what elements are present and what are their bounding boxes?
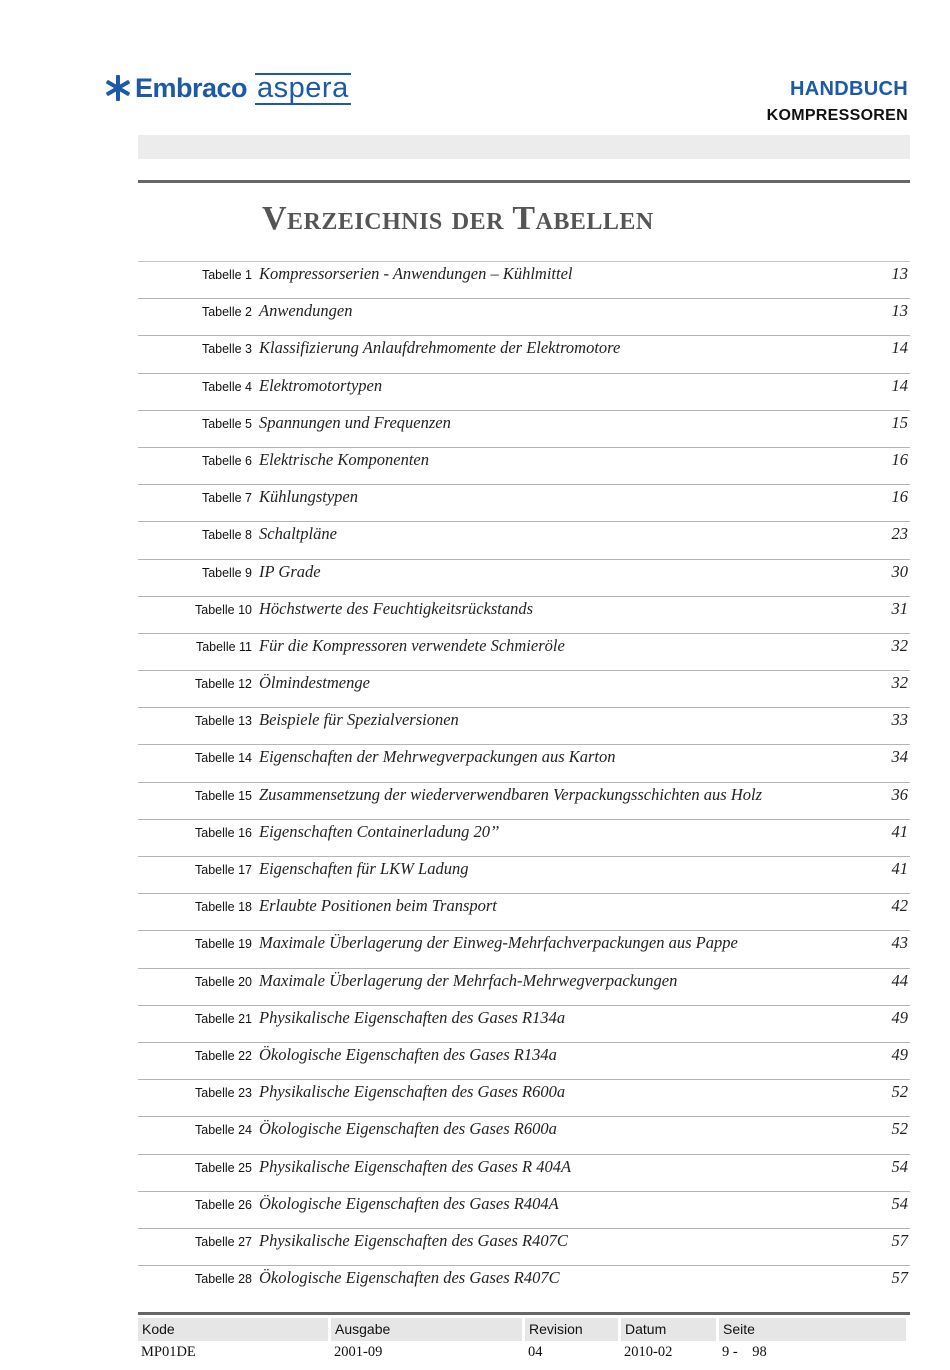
toc-entry[interactable]	[138, 1191, 910, 1228]
toc-entry-label: Tabelle 10	[195, 602, 252, 617]
toc-entry[interactable]	[138, 410, 910, 447]
toc-entry-title[interactable]: IP Grade	[259, 561, 321, 581]
snowflake-logo-icon	[104, 74, 132, 102]
toc-entry-title[interactable]: Maximale Überlagerung der Mehrfach-Mehrwegverpackungen	[259, 970, 678, 990]
document-footer	[138, 1312, 910, 1363]
footer-divider	[138, 1312, 910, 1315]
toc-entry-page[interactable]: 16	[891, 487, 908, 507]
toc-entry-title[interactable]: Ökologische Eigenschaften des Gases R134a	[259, 1044, 557, 1064]
company-logo	[104, 68, 351, 108]
toc-entry-label: Tabelle 5	[201, 416, 252, 431]
toc-entry-label: Tabelle 26	[195, 1197, 252, 1212]
toc-entry-title[interactable]: Kompressorserien - Anwendungen – Kühlmittel	[259, 264, 573, 283]
footer-value-ausgabe: 2001-09	[334, 1344, 383, 1360]
toc-entry-label: Tabelle 1	[201, 268, 252, 282]
toc-entry[interactable]	[138, 856, 910, 893]
footer-value-seite: 9 - 98	[722, 1344, 767, 1360]
toc-entry-title[interactable]: Physikalische Eigenschaften des Gases R134a	[259, 1007, 566, 1027]
toc-entry[interactable]	[138, 1116, 910, 1153]
toc-entry-title[interactable]: Elektromotortypen	[259, 375, 383, 395]
toc-entry-label: Tabelle 12	[195, 677, 252, 692]
toc-entry-title[interactable]: Kühlungstypen	[259, 487, 358, 507]
toc-entry-title[interactable]: Elektrische Komponenten	[259, 449, 429, 469]
toc-entry[interactable]	[138, 1042, 910, 1079]
toc-entry-label: Tabelle 3	[201, 342, 252, 357]
footer-header-revision: Revision	[525, 1318, 618, 1341]
toc-entry-label: Tabelle 20	[195, 974, 252, 989]
toc-entry-page[interactable]: 43	[891, 933, 908, 953]
toc-entry[interactable]	[138, 596, 910, 633]
toc-entry-label: Tabelle 14	[195, 751, 252, 766]
footer-header-datum: Datum	[621, 1318, 716, 1341]
toc-entry-label: Tabelle 2	[201, 305, 252, 320]
toc-entry[interactable]	[138, 261, 910, 298]
toc-entry-label: Tabelle 24	[195, 1123, 252, 1138]
toc-entry[interactable]	[138, 335, 910, 372]
toc-entry-label: Tabelle 7	[201, 491, 252, 506]
toc-entry-page[interactable]: 41	[891, 859, 908, 878]
toc-entry-page[interactable]: 14	[891, 338, 908, 358]
toc-entry[interactable]	[138, 930, 910, 967]
toc-entry-page[interactable]: 33	[891, 710, 908, 730]
toc-entry[interactable]	[138, 484, 910, 521]
toc-entry-page[interactable]: 13	[891, 301, 908, 321]
toc-entry-title[interactable]: Physikalische Eigenschaften des Gases R600a	[259, 1082, 566, 1102]
toc-entry[interactable]	[138, 1005, 910, 1042]
toc-entry-title[interactable]: Eigenschaften für LKW Ladung	[259, 859, 469, 878]
toc-entry[interactable]	[138, 559, 910, 596]
toc-entry-page[interactable]: 52	[891, 1119, 908, 1139]
toc-entry-page[interactable]: 31	[891, 598, 908, 618]
toc-entry-title[interactable]: Eigenschaften Containerladung 20’’	[259, 821, 500, 841]
toc-entry-label: Tabelle 16	[195, 825, 252, 840]
toc-entry-page[interactable]: 52	[891, 1082, 908, 1102]
footer-header-row	[138, 1318, 910, 1341]
toc-entry-page[interactable]: 16	[891, 449, 908, 469]
footer-value-kode: MP01DE	[141, 1344, 196, 1360]
toc-entry-title[interactable]: Für die Kompressoren verwendete Schmieröle	[259, 635, 565, 655]
toc-entry-label: Tabelle 28	[195, 1272, 252, 1287]
toc-entry-title[interactable]: Ökologische Eigenschaften des Gases R407C	[259, 1268, 560, 1288]
toc-entry-title[interactable]: Erlaubte Positionen beim Transport	[259, 896, 497, 916]
toc-entry-page[interactable]: 23	[891, 524, 908, 544]
toc-entry[interactable]	[138, 298, 910, 335]
toc-entry-title[interactable]: Eigenschaften der Mehrwegverpackungen aus Karton	[259, 747, 616, 767]
toc-entry[interactable]	[138, 633, 910, 670]
footer-header-ausgabe: Ausgabe	[331, 1318, 522, 1341]
toc-entry-label: Tabelle 22	[195, 1048, 252, 1063]
toc-entry-title[interactable]: Beispiele für Spezialversionen	[259, 710, 459, 730]
toc-entry-page[interactable]: 41	[891, 821, 908, 841]
toc-entry-title[interactable]: Höchstwerte des Feuchtigkeitsrückstands	[259, 598, 534, 618]
toc-entry-page[interactable]: 13	[891, 264, 908, 283]
toc-entry-title[interactable]: Ökologische Eigenschaften des Gases R600a	[259, 1119, 557, 1139]
toc-entry-title[interactable]: Schaltpläne	[259, 524, 337, 544]
footer-value-row	[138, 1341, 910, 1363]
toc-entry-label: Tabelle 15	[195, 788, 252, 803]
handbook-subtitle: KOMPRESSOREN	[766, 107, 908, 124]
footer-value-revision: 04	[528, 1344, 543, 1360]
toc-entry-title[interactable]: Ökologische Eigenschaften des Gases R404A	[259, 1193, 559, 1213]
toc-entry-title[interactable]: Anwendungen	[259, 301, 353, 321]
toc-entry[interactable]	[138, 1079, 910, 1116]
toc-entry[interactable]	[138, 744, 910, 781]
toc-entry-page[interactable]: 42	[891, 896, 908, 916]
toc-entry[interactable]	[138, 521, 910, 558]
toc-entry-label: Tabelle 4	[201, 379, 252, 394]
toc-entry-page[interactable]: 36	[891, 784, 908, 804]
toc-entry[interactable]	[138, 1154, 910, 1191]
toc-entry-page[interactable]: 49	[891, 1007, 908, 1027]
toc-entry-page[interactable]: 49	[891, 1044, 908, 1064]
toc-entry-page[interactable]: 54	[891, 1156, 908, 1176]
toc-entry[interactable]	[138, 707, 910, 744]
toc-entry-page[interactable]: 32	[891, 635, 908, 655]
toc-entry[interactable]	[138, 782, 910, 819]
toc-entry[interactable]	[138, 1265, 910, 1302]
toc-entry-page[interactable]: 15	[891, 412, 908, 432]
toc-entry-page[interactable]: 57	[891, 1230, 908, 1250]
toc-entry[interactable]	[138, 447, 910, 484]
header-divider	[138, 180, 910, 183]
toc-entry-label: Tabelle 9	[201, 565, 252, 580]
header-band	[138, 135, 910, 159]
handbook-title: HANDBUCH	[790, 78, 908, 100]
toc-entry-label: Tabelle 19	[195, 937, 252, 952]
toc-entry[interactable]	[138, 819, 910, 856]
toc-entry[interactable]	[138, 670, 910, 707]
toc-entry-title[interactable]: Zusammensetzung der wiederverwendbaren Verpackungsschichten aus Holz	[259, 784, 763, 804]
toc-entry[interactable]	[138, 1228, 910, 1265]
toc-entry-label: Tabelle 25	[195, 1160, 252, 1175]
toc-entry-title[interactable]: Physikalische Eigenschaften des Gases R 404A	[259, 1156, 572, 1176]
toc-entry-page[interactable]: 34	[891, 747, 908, 767]
logo-aspera-text: aspera	[257, 72, 349, 104]
toc-entry-title[interactable]: Ölmindestmenge	[259, 673, 370, 693]
toc-entry-label: Tabelle 21	[195, 1011, 252, 1026]
toc-entry-label: Tabelle 18	[195, 900, 252, 915]
toc-entry-label: Tabelle 27	[195, 1234, 252, 1249]
table-of-tables	[138, 261, 910, 1302]
toc-entry-page[interactable]: 30	[891, 561, 908, 581]
toc-entry-label: Tabelle 17	[195, 863, 252, 877]
toc-entry-label: Tabelle 23	[195, 1086, 252, 1101]
toc-entry-page[interactable]: 32	[891, 673, 908, 693]
toc-entry-title[interactable]: Klassifizierung Anlaufdrehmomente der Elektromotore	[259, 338, 621, 358]
footer-value-datum: 2010-02	[624, 1344, 673, 1360]
toc-entry-label: Tabelle 13	[195, 714, 252, 729]
toc-entry-label: Tabelle 8	[201, 528, 252, 543]
toc-entry-page[interactable]: 54	[891, 1193, 908, 1213]
footer-header-kode: Kode	[138, 1318, 328, 1341]
toc-entry-page[interactable]: 44	[891, 970, 908, 990]
toc-entry-label: Tabelle 11	[195, 639, 252, 654]
toc-entry[interactable]	[138, 968, 910, 1005]
toc-entry-page[interactable]: 14	[891, 375, 908, 395]
toc-entry-page[interactable]: 57	[891, 1268, 908, 1288]
toc-entry-title[interactable]: Physikalische Eigenschaften des Gases R407C	[259, 1230, 568, 1250]
toc-entry-title[interactable]: Maximale Überlagerung der Einweg-Mehrfachverpackungen aus Pappe	[259, 933, 738, 953]
page-title: Verzeichnis der Tabellen	[262, 200, 654, 237]
toc-entry-title[interactable]: Spannungen und Frequenzen	[259, 412, 451, 432]
toc-entry[interactable]	[138, 893, 910, 930]
footer-header-seite: Seite	[719, 1318, 906, 1341]
toc-entry[interactable]	[138, 373, 910, 410]
logo-embraco-text: Embraco	[135, 72, 248, 103]
toc-entry-label: Tabelle 6	[201, 453, 252, 468]
